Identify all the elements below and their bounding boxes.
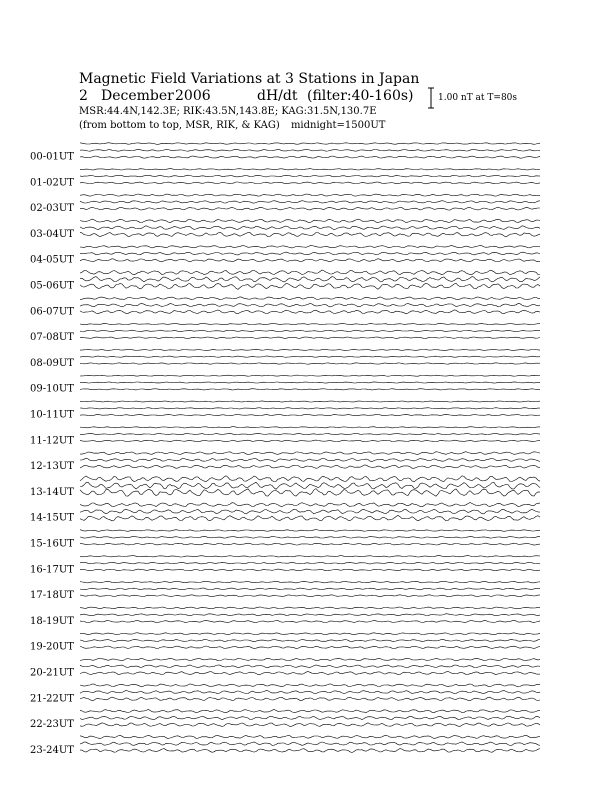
trace-rik bbox=[80, 330, 540, 331]
hour-label: 05-06UT bbox=[30, 280, 74, 292]
hour-label: 14-15UT bbox=[30, 512, 74, 524]
trace-rik bbox=[80, 458, 540, 461]
hour-label: 07-08UT bbox=[30, 332, 74, 344]
trace-kag bbox=[80, 169, 540, 170]
trace-rik bbox=[80, 588, 540, 590]
date-year: 2006 bbox=[175, 88, 211, 104]
hour-label: 04-05UT bbox=[30, 254, 74, 266]
trace-msr bbox=[80, 440, 540, 442]
trace-rik bbox=[80, 304, 540, 307]
trace-rik bbox=[80, 639, 540, 641]
trace-kag bbox=[80, 401, 540, 402]
trace-rik bbox=[80, 614, 540, 616]
trace-msr bbox=[80, 671, 540, 674]
trace-kag bbox=[80, 297, 540, 300]
trace-rik bbox=[80, 382, 540, 383]
hour-label: 03-04UT bbox=[30, 228, 74, 240]
trace-msr bbox=[80, 620, 540, 622]
trace-rik bbox=[80, 201, 540, 204]
trace-rik bbox=[80, 509, 540, 514]
hour-label: 09-10UT bbox=[30, 383, 74, 395]
trace-kag bbox=[80, 684, 540, 687]
trace-kag bbox=[80, 556, 540, 557]
hour-label: 22-23UT bbox=[30, 719, 74, 731]
trace-msr bbox=[80, 389, 540, 390]
trace-msr bbox=[80, 232, 540, 237]
hour-label: 13-14UT bbox=[30, 486, 74, 498]
trace-msr bbox=[80, 465, 540, 468]
trace-rik bbox=[80, 149, 540, 151]
trace-kag bbox=[80, 658, 540, 661]
date-month: December bbox=[101, 88, 174, 104]
trace-msr bbox=[80, 697, 540, 701]
trace-kag bbox=[80, 427, 540, 428]
hour-label: 12-13UT bbox=[30, 461, 74, 473]
trace-kag bbox=[80, 452, 540, 455]
trace-kag bbox=[80, 323, 540, 324]
hour-label: 02-03UT bbox=[30, 203, 74, 215]
trace-kag bbox=[80, 349, 540, 350]
trace-rik bbox=[80, 175, 540, 177]
trace-kag bbox=[80, 530, 540, 532]
trace-rik bbox=[80, 433, 540, 434]
trace-rik bbox=[80, 252, 540, 255]
trace-msr bbox=[80, 646, 540, 649]
trace-kag bbox=[80, 194, 540, 196]
trace-msr bbox=[80, 310, 540, 314]
trace-msr bbox=[80, 543, 540, 545]
hour-label: 19-20UT bbox=[30, 641, 74, 653]
trace-rik bbox=[80, 665, 540, 668]
hour-label: 15-16UT bbox=[30, 538, 74, 550]
quantity-label: dH/dt bbox=[257, 88, 298, 104]
trace-rik bbox=[80, 226, 540, 230]
trace-kag bbox=[80, 245, 540, 248]
hour-label: 00-01UT bbox=[30, 151, 74, 163]
trace-kag bbox=[80, 143, 540, 145]
trace-msr bbox=[80, 363, 540, 364]
trace-msr bbox=[80, 415, 540, 416]
trace-rik bbox=[80, 482, 540, 489]
hour-label: 06-07UT bbox=[30, 306, 74, 318]
trace-msr bbox=[80, 515, 540, 521]
trace-msr bbox=[80, 489, 540, 497]
trace-msr bbox=[80, 723, 540, 727]
filter-label: (filter:40-160s) bbox=[307, 88, 414, 104]
trace-kag bbox=[80, 581, 540, 583]
trace-msr bbox=[80, 156, 540, 158]
trace-msr bbox=[80, 749, 540, 753]
trace-kag bbox=[80, 710, 540, 713]
trace-msr bbox=[80, 259, 540, 262]
hour-label: 21-22UT bbox=[30, 693, 74, 705]
stations-line: MSR:44.4N,142.3E; RIK:43.5N,143.8E; KAG:31.5N,130.7E bbox=[79, 106, 377, 117]
hour-label: 23-24UT bbox=[30, 744, 74, 756]
trace-kag bbox=[80, 375, 540, 376]
scale-bar-label: 1.00 nT at T=80s bbox=[438, 93, 518, 103]
midnight-note: midnight=1500UT bbox=[290, 120, 386, 131]
hour-label: 01-02UT bbox=[30, 177, 74, 189]
trace-rik bbox=[80, 536, 540, 538]
trace-rik bbox=[80, 691, 540, 694]
trace-kag bbox=[80, 607, 540, 609]
trace-rik bbox=[80, 277, 540, 282]
hour-label: 20-21UT bbox=[30, 667, 74, 679]
trace-msr bbox=[80, 337, 540, 339]
chart-title: Magnetic Field Variations at 3 Stations in Japan bbox=[79, 71, 420, 87]
trace-rik bbox=[80, 716, 540, 720]
trace-rik bbox=[80, 356, 540, 357]
trace-msr bbox=[80, 182, 540, 184]
trace-rik bbox=[80, 408, 540, 409]
trace-msr bbox=[80, 283, 540, 289]
trace-msr bbox=[80, 207, 540, 210]
trace-kag bbox=[80, 633, 540, 635]
trace-rik bbox=[80, 562, 540, 564]
hour-label: 10-11UT bbox=[30, 409, 74, 421]
trace-kag bbox=[80, 735, 540, 738]
date-day: 2 bbox=[79, 88, 88, 104]
hour-label: 08-09UT bbox=[30, 357, 74, 369]
hour-label: 17-18UT bbox=[30, 590, 74, 602]
hour-label: 11-12UT bbox=[30, 435, 74, 447]
order-note: (from bottom to top, MSR, RIK, & KAG) bbox=[79, 120, 280, 131]
trace-msr bbox=[80, 569, 540, 571]
trace-kag bbox=[80, 476, 540, 482]
trace-kag bbox=[80, 503, 540, 507]
trace-msr bbox=[80, 595, 540, 597]
hour-label: 16-17UT bbox=[30, 564, 74, 576]
hour-label: 18-19UT bbox=[30, 615, 74, 627]
trace-kag bbox=[80, 219, 540, 223]
trace-rik bbox=[80, 742, 540, 746]
trace-kag bbox=[80, 270, 540, 275]
